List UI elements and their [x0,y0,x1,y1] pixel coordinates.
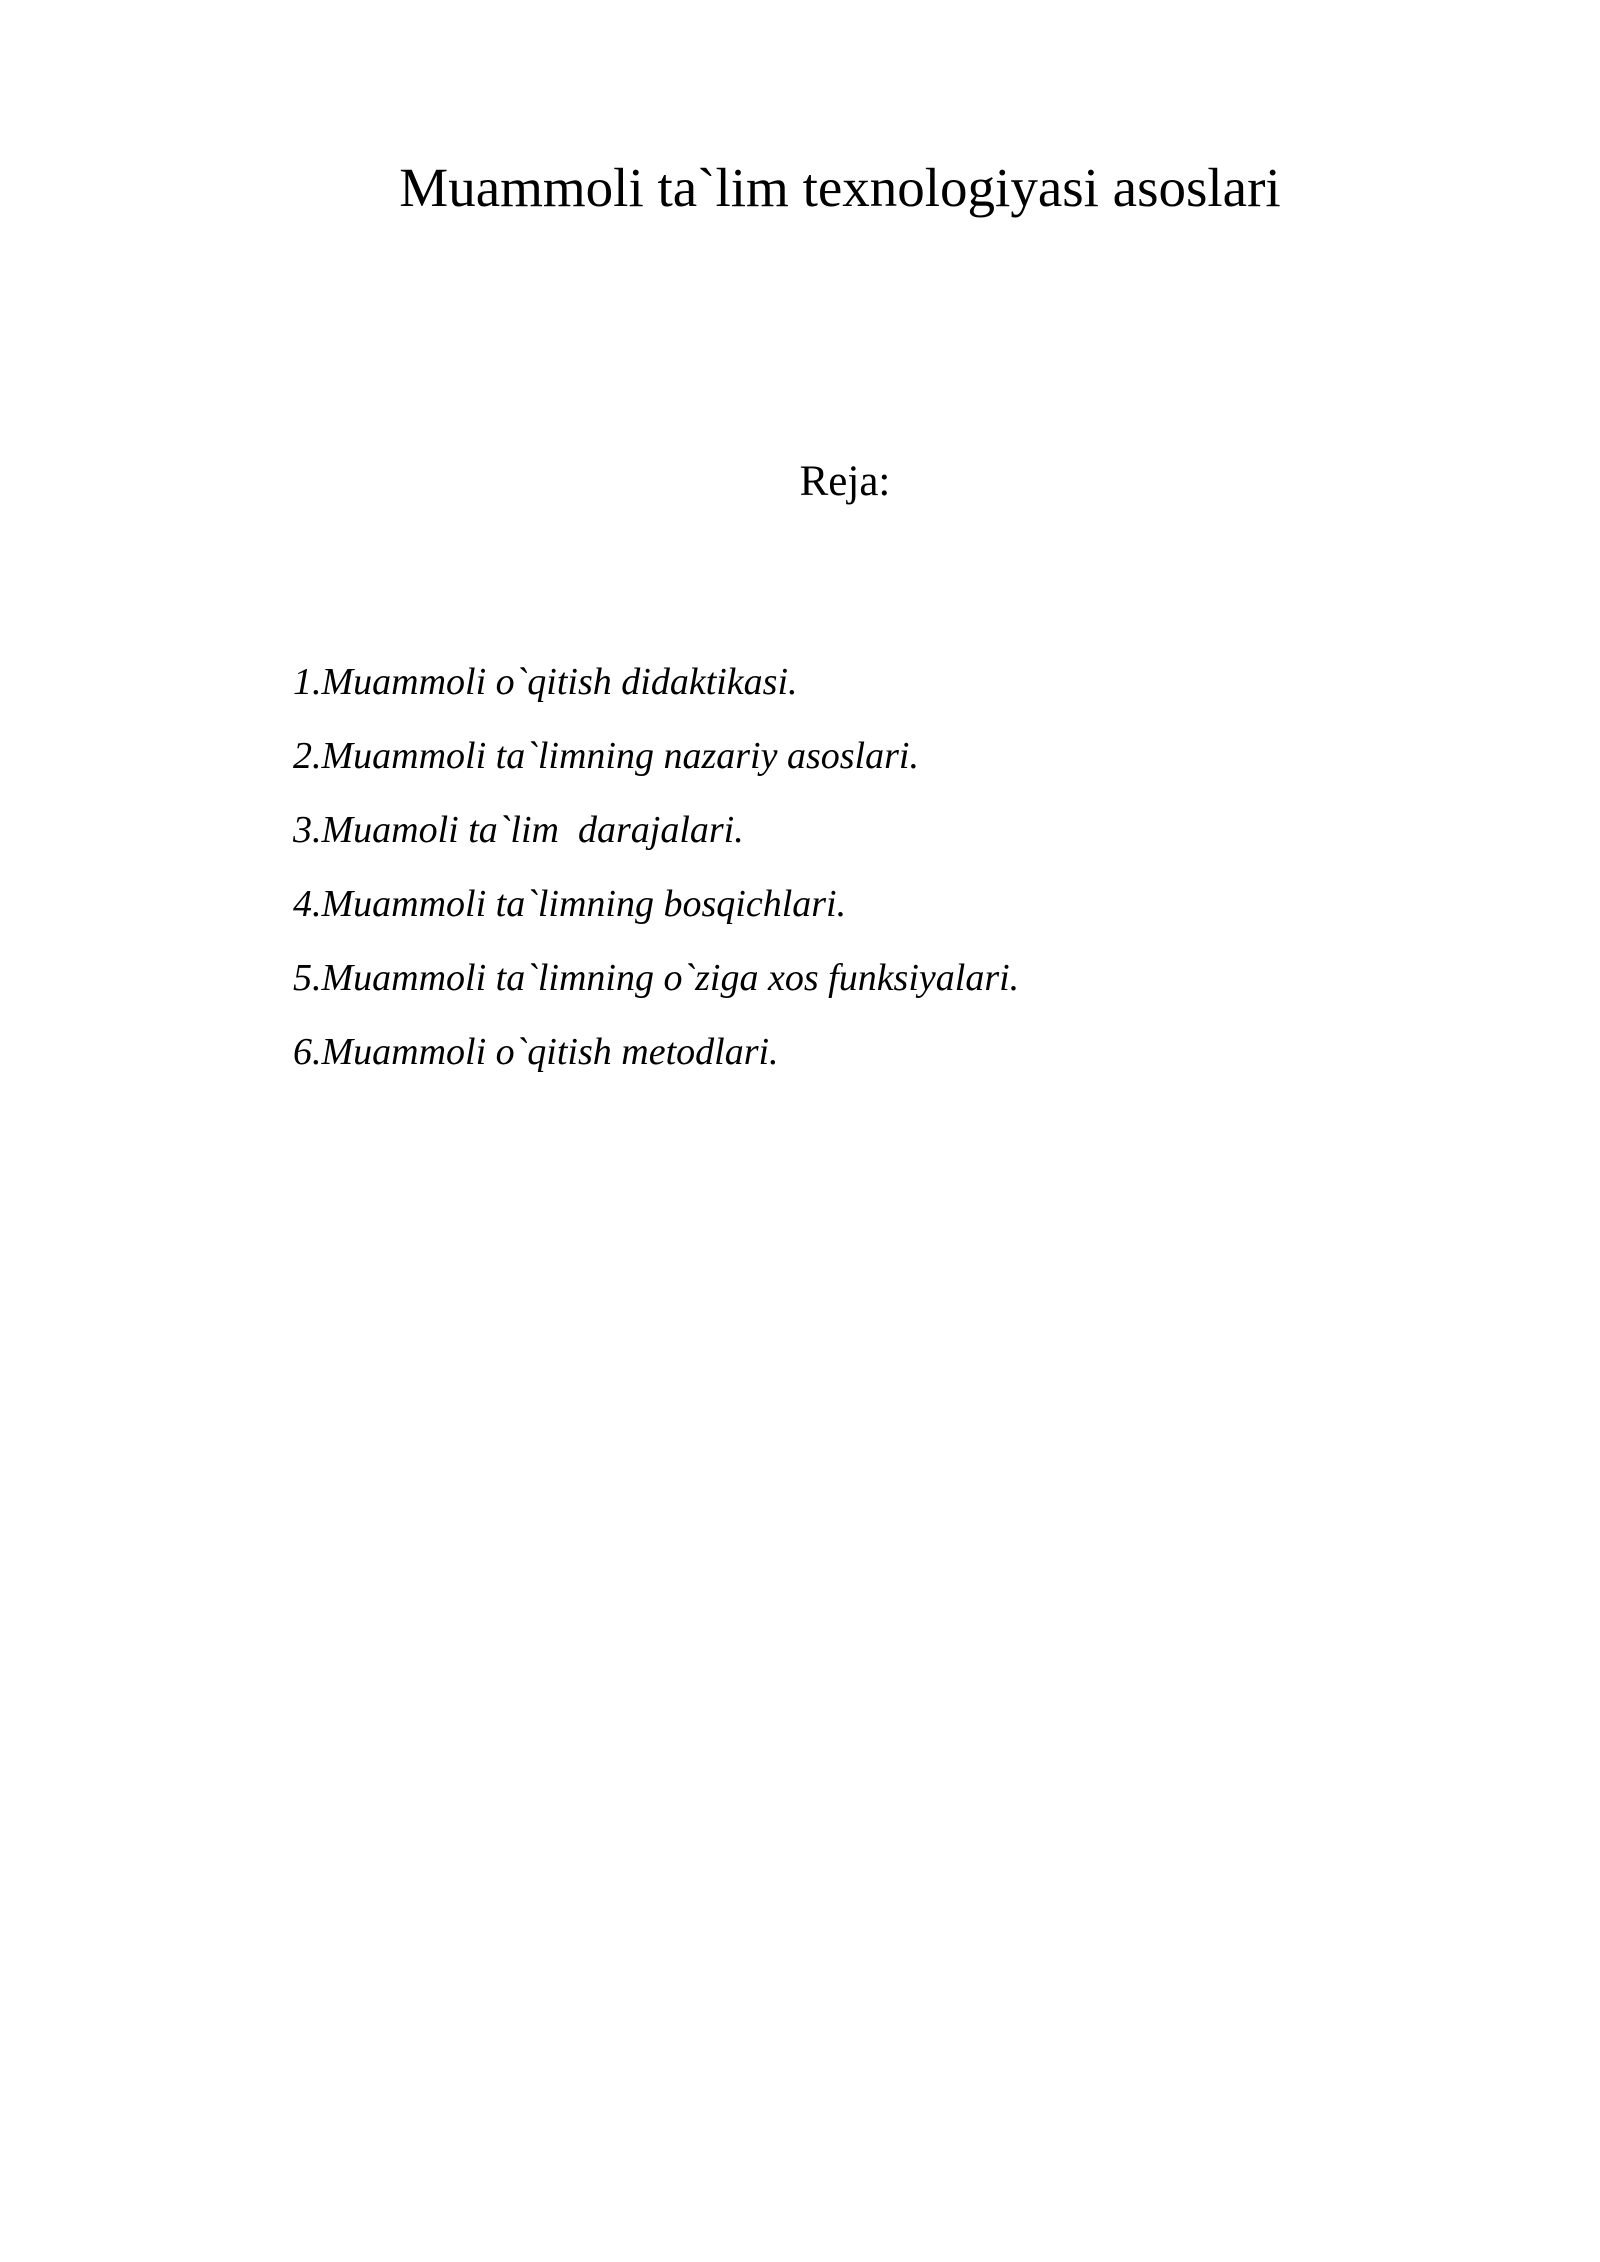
plan-item-5: 5.Muammoli ta`limning o`ziga xos funksiyalari. [293,957,1020,999]
plan-item-1: 1.Muammoli o`qitish didaktikasi. [293,661,798,703]
plan-heading: Reja: [799,458,891,505]
plan-item-2: 2.Muammoli ta`limning nazariy asoslari. [293,735,919,777]
plan-item-3: 3.Muamoli ta`lim darajalari. [293,809,744,851]
plan-list [293,645,1019,1089]
plan-item-4: 4.Muammoli ta`limning bosqichlari. [293,883,847,925]
plan-item-6: 6.Muammoli o`qitish metodlari. [293,1031,779,1073]
document-title: Muammoli ta`lim texnologiyasi asoslari [399,157,1281,218]
